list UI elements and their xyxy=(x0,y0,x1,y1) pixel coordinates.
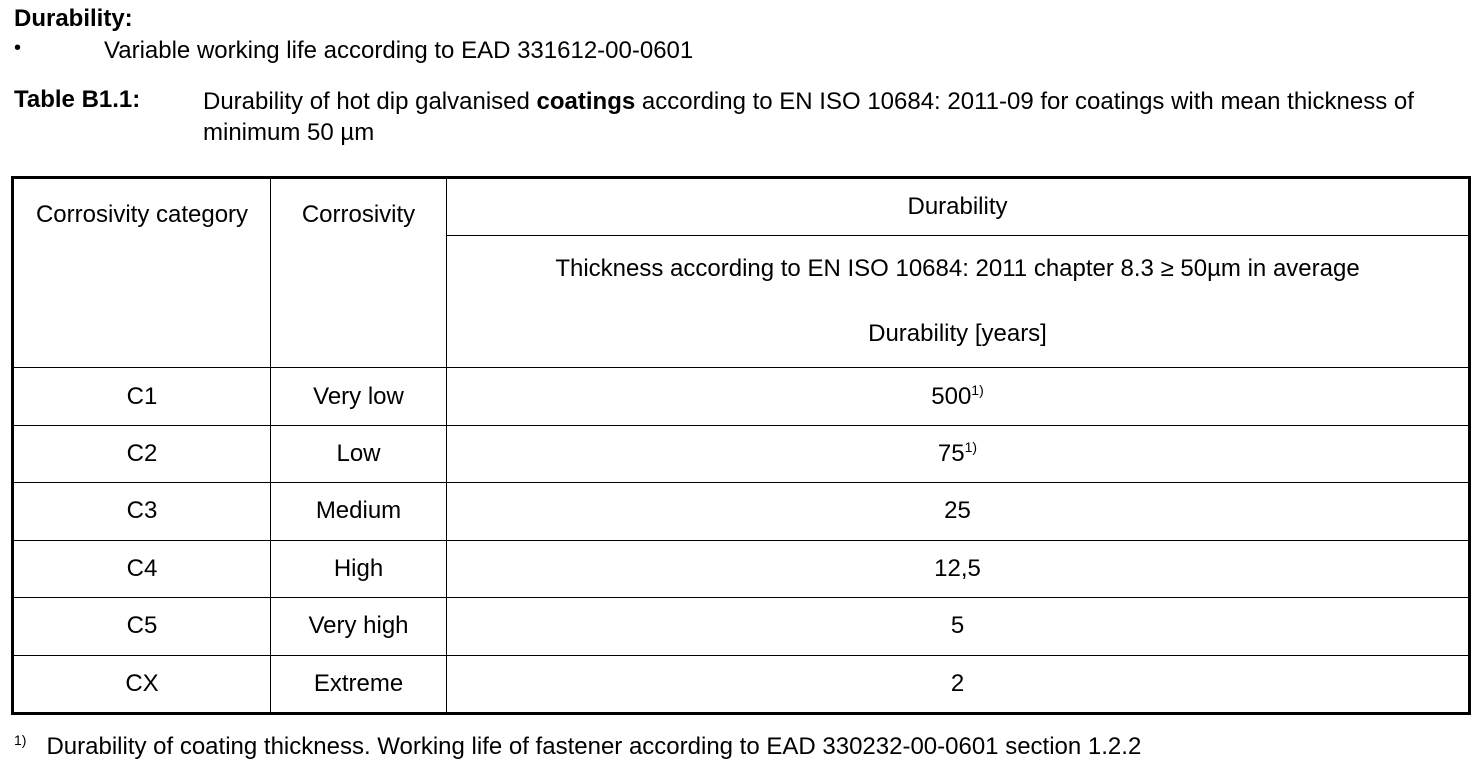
cell-category: C5 xyxy=(13,598,271,655)
table-header-row xyxy=(13,178,1470,236)
cell-category: C4 xyxy=(13,540,271,597)
cell-corrosivity: Extreme xyxy=(271,655,447,713)
table-row xyxy=(13,425,1470,482)
cell-durability xyxy=(447,368,1470,425)
durability-value: 25 xyxy=(944,497,971,525)
footnote-text: Durability of coating thickness. Working life of fastener according to EAD 330232-00-0601 section 1.2.2 xyxy=(46,733,1142,760)
header-thickness-cell xyxy=(447,236,1470,368)
header-corrosivity-category: Corrosivity category xyxy=(13,178,271,368)
caption-text-before: Durability of hot dip galvanised xyxy=(203,88,537,115)
bullet-text: Variable working life according to EAD 331612-00-0601 xyxy=(104,37,694,64)
header-durability-years: Durability [years] xyxy=(868,320,1047,348)
cell-corrosivity: High xyxy=(271,540,447,597)
cell-corrosivity: Medium xyxy=(271,483,447,540)
cell-durability xyxy=(447,598,1470,655)
cell-category: C3 xyxy=(13,483,271,540)
durability-table xyxy=(11,176,1471,715)
bullet-marker: • xyxy=(14,37,22,59)
table-caption-text xyxy=(203,86,1463,148)
header-thickness: Thickness according to EN ISO 10684: 2011 chapter 8.3 ≥ 50µm in average xyxy=(555,255,1360,283)
cell-category: C1 xyxy=(13,368,271,425)
caption-text-after: according to EN ISO 10684: 2011-09 for coatings with mean thickness of minimum 50 µm xyxy=(203,88,1414,146)
cell-durability xyxy=(447,425,1470,482)
cell-durability xyxy=(447,540,1470,597)
cell-corrosivity: Very high xyxy=(271,598,447,655)
durability-value: 75 xyxy=(937,440,965,468)
footnote-ref: 1) xyxy=(964,439,978,456)
table-row xyxy=(13,540,1470,597)
footnote-marker: 1) xyxy=(14,732,27,748)
table-row xyxy=(13,368,1470,425)
footnote-ref: 1) xyxy=(971,381,984,398)
caption-text-bold: coatings xyxy=(536,88,636,115)
table-row xyxy=(13,655,1470,713)
cell-category: C2 xyxy=(13,425,271,482)
header-durability: Durability xyxy=(447,178,1470,236)
section-heading: Durability: xyxy=(14,5,133,32)
durability-value: 2 xyxy=(950,669,965,697)
header-corrosivity: Corrosivity xyxy=(271,178,447,368)
cell-corrosivity: Very low xyxy=(271,368,447,425)
cell-category: CX xyxy=(13,655,271,713)
durability-value: 12,5 xyxy=(934,554,981,582)
table-row xyxy=(13,598,1470,655)
durability-value: 5 xyxy=(950,612,965,640)
cell-corrosivity: Low xyxy=(271,425,447,482)
table-row xyxy=(13,483,1470,540)
table-caption-label: Table B1.1: xyxy=(14,86,141,113)
cell-durability xyxy=(447,483,1470,540)
footnote xyxy=(14,733,1141,761)
durability-value: 500 xyxy=(931,382,972,410)
cell-durability xyxy=(447,655,1470,713)
